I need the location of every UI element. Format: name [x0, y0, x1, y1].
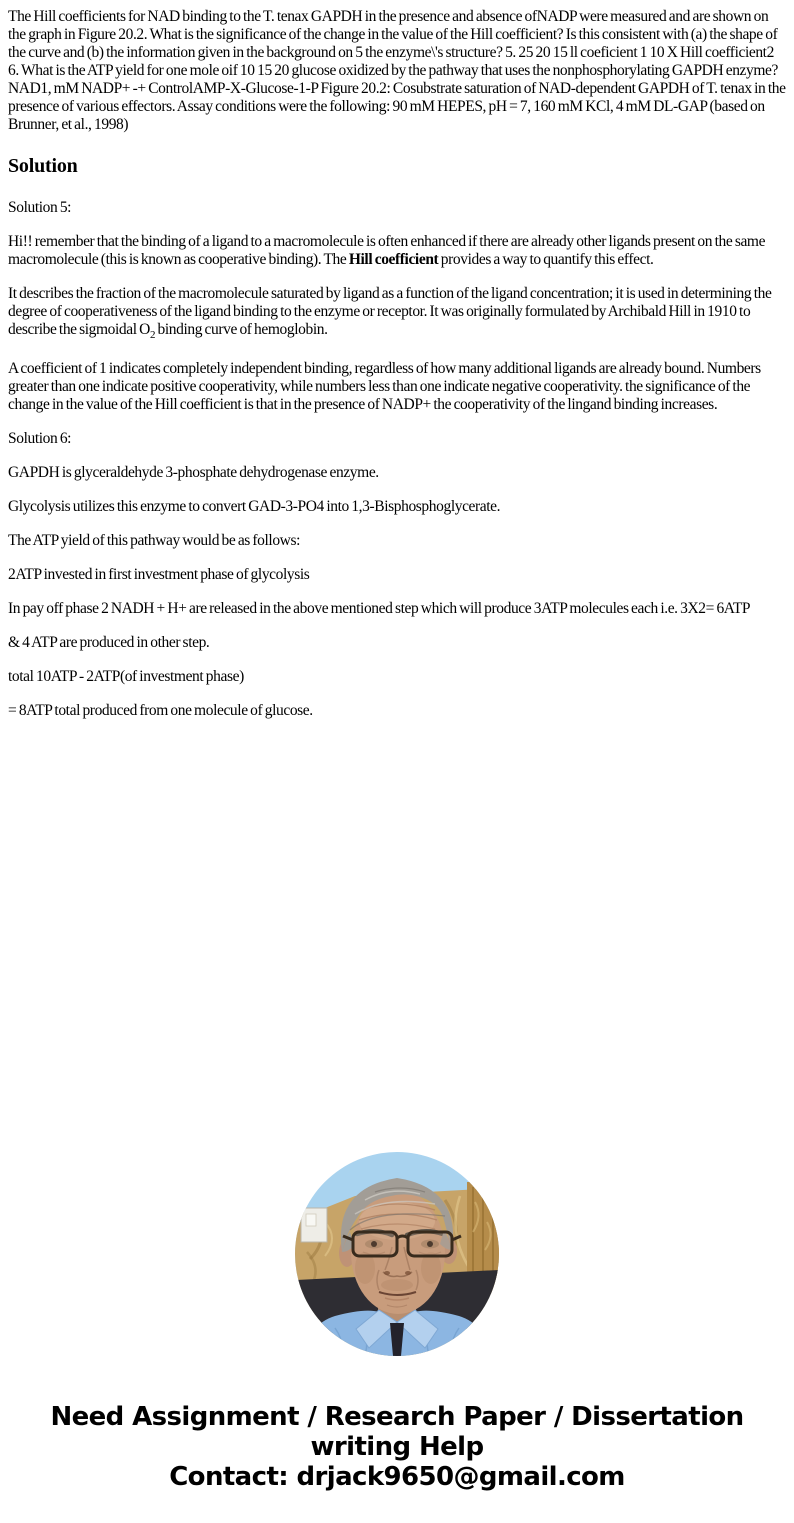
solution6-paragraph-invested: 2ATP invested in first investment phase of glycolysis: [8, 566, 310, 584]
solution6-paragraph-atp-yield: The ATP yield of this pathway would be as follows:: [8, 532, 301, 550]
tutor-avatar: [295, 1152, 499, 1356]
solution5-paragraph-describe: [8, 285, 786, 344]
footer-contact-email: Contact: drjack9650@gmail.com: [169, 1462, 625, 1492]
solution6-paragraph-glycolysis: Glycolysis utilizes this enzyme to convert GAD-3-PO4 into 1,3-Bisphosphoglycerate.: [8, 498, 501, 516]
solution5-paragraph-coefficient: A coefficient of 1 indicates completely independent binding, regardless of how many additional ligands are already bound. Numbers greater than one indicate positive cooperativity, while numbers less than one indicate negative cooperativity. the significance of the change in the value of the Hill coefficient is that in the presence of NADP+ the cooperativity of the lingand binding increases.: [8, 360, 761, 414]
hill-paragraph-pre: Hi!! remember that the binding of a ligand to a macromolecule is often enhanced if there are already other ligands present on the same macromolecule (this is known as cooperative binding). The: [8, 233, 766, 268]
solution6-paragraph-final: = 8ATP total produced from one molecule of glucose.: [8, 702, 313, 720]
describe-paragraph-post: binding curve of hemoglobin.: [155, 321, 328, 338]
describe-paragraph-pre: It describes the fraction of the macromolecule saturated by ligand as a function of the ligand concentration; it is used in determining the degree of cooperativeness of the ligand binding to the enzyme or receptor. It was originally formulated by Archibald Hill in 1910 to describe the sigmoidal O: [8, 285, 772, 338]
solution6-paragraph-total: total 10ATP - 2ATP(of investment phase): [8, 668, 244, 686]
solution6-paragraph-other-step: & 4 ATP are produced in other step.: [8, 634, 210, 652]
solution5-paragraph-hill: [8, 233, 786, 269]
document-content: [0, 0, 794, 744]
footer-promo: [0, 1402, 794, 1492]
solution6-label: Solution 6:: [8, 430, 72, 448]
hill-coefficient-bold: Hill coefficient: [348, 251, 439, 268]
oxygen-subscript: 2: [149, 329, 156, 342]
solution6-paragraph-payoff: In pay off phase 2 NADH + H+ are released in the above mentioned step which will produce 3ATP molecules each i.e. 3X2= 6ATP: [8, 600, 751, 618]
solution-heading: Solution: [8, 155, 78, 177]
footer-line-1: Need Assignment / Research Paper / Dissertation: [50, 1402, 744, 1432]
footer-line-2: writing Help: [310, 1432, 484, 1462]
solution5-label: Solution 5:: [8, 199, 72, 216]
hill-paragraph-post: provides a way to quantify this effect.: [438, 251, 654, 268]
question-text: The Hill coefficients for NAD binding to the T. tenax GAPDH in the presence and absence ofNADP were measured and are shown on the graph in Figure 20.2. What is the significance of the change in the value of the Hill coefficient? Is this consistent with (a) the shape of the curve and (b) the information given in the background on 5 the enzyme\'s structure? 5. 25 20 15 ll coeficient 1 10 X Hill coefficient2 6. What is the ATP yield for one mole oif 10 15 20 glucose oxidized by the pathway that uses the nonphosphorylating GAPDH enzyme? NAD1, mM NADP+ -+ ControlAMP-X-Glucose-1-P Figure 20.2: Cosubstrate saturation of NAD-dependent GAPDH of T. tenax in the presence of various effectors. Assay conditions were the following: 90 mM HEPES, pH = 7, 160 mM KCl, 4 mM DL-GAP (based on Brunner, et al., 1998): [8, 8, 786, 133]
solution6-paragraph-gapdh: GAPDH is glyceraldehyde 3-phosphate dehydrogenase enzyme.: [8, 464, 379, 482]
avatar-photo: [295, 1152, 499, 1356]
